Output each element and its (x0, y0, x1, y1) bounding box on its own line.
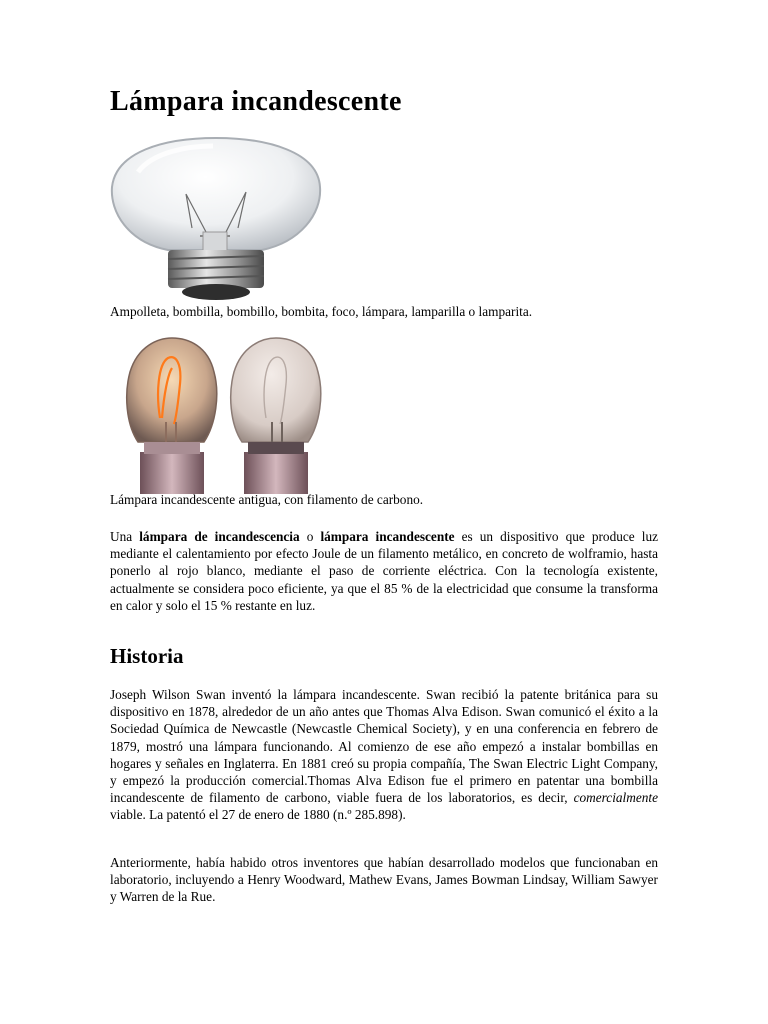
glowing-bulb (127, 338, 217, 442)
bulb-photo (108, 132, 324, 304)
figure1-caption: Ampolleta, bombilla, bombillo, bombita, foco, lámpara, lamparilla o lamparita. (110, 304, 533, 319)
italic-term: comercialmente (573, 790, 658, 806)
bold-term: lámpara de incandescencia (139, 529, 300, 544)
unlit-bulb (231, 338, 321, 442)
history-paragraph: Joseph Wilson Swan inventó la lámpara incandescente. Swan recibió la patente británica para su dispositivo en 1878, alrededor de un año antes que Thomas Alva Edison. Swan comunicó el éxito a la Sociedad Química de Newcastle (Newcastle Chemical Society), y en una conferencia en febrero de 1879, mostró una lámpara funcionando. Al comienzo de ese año empezó a instalar bombillas en hogares y señales en Inglaterra. En 1881 creó su propia compañía, The Swan Electric Light Company, y empezó la producción comercial.Thomas Alva Edison fue el primero en patentar una bombilla incandescente de filamento de carbono, viable fuera de los laboratorios, es decir, comercialmente viable. La patentó el 27 de enero de 1880 (n.º 285.898). (110, 687, 658, 823)
antique-bulbs-photo (118, 334, 328, 494)
bold-term: lámpara incandescente (320, 529, 455, 544)
intro-paragraph: Una lámpara de incandescencia o lámpara incandescente es un dispositivo que produce luz mediante el calentamiento por efecto Joule de un filamento metálico, en concreto de wolframio, hasta ponerlo al rojo blanco, mediante el paso de corriente eléctrica. Con la tecnología existente, actualmente se considera poco eficiente, ya que el 85 % de la electricidad que consume la transforma en calor y solo el 15 % restante en luz. (110, 529, 658, 613)
page-title: Lámpara incandescente (110, 86, 402, 117)
section-heading-historia: Historia (110, 644, 184, 668)
history-paragraph-2: Anteriormente, había habido otros inventores que habían desarrollado modelos que funcionaban en laboratorio, incluyendo a Henry Woodward, Mathew Evans, James Bowman Lindsay, William Sawyer y Warren de la Rue. (110, 855, 658, 905)
figure2-caption: Lámpara incandescente antigua, con filamento de carbono. (110, 492, 424, 507)
